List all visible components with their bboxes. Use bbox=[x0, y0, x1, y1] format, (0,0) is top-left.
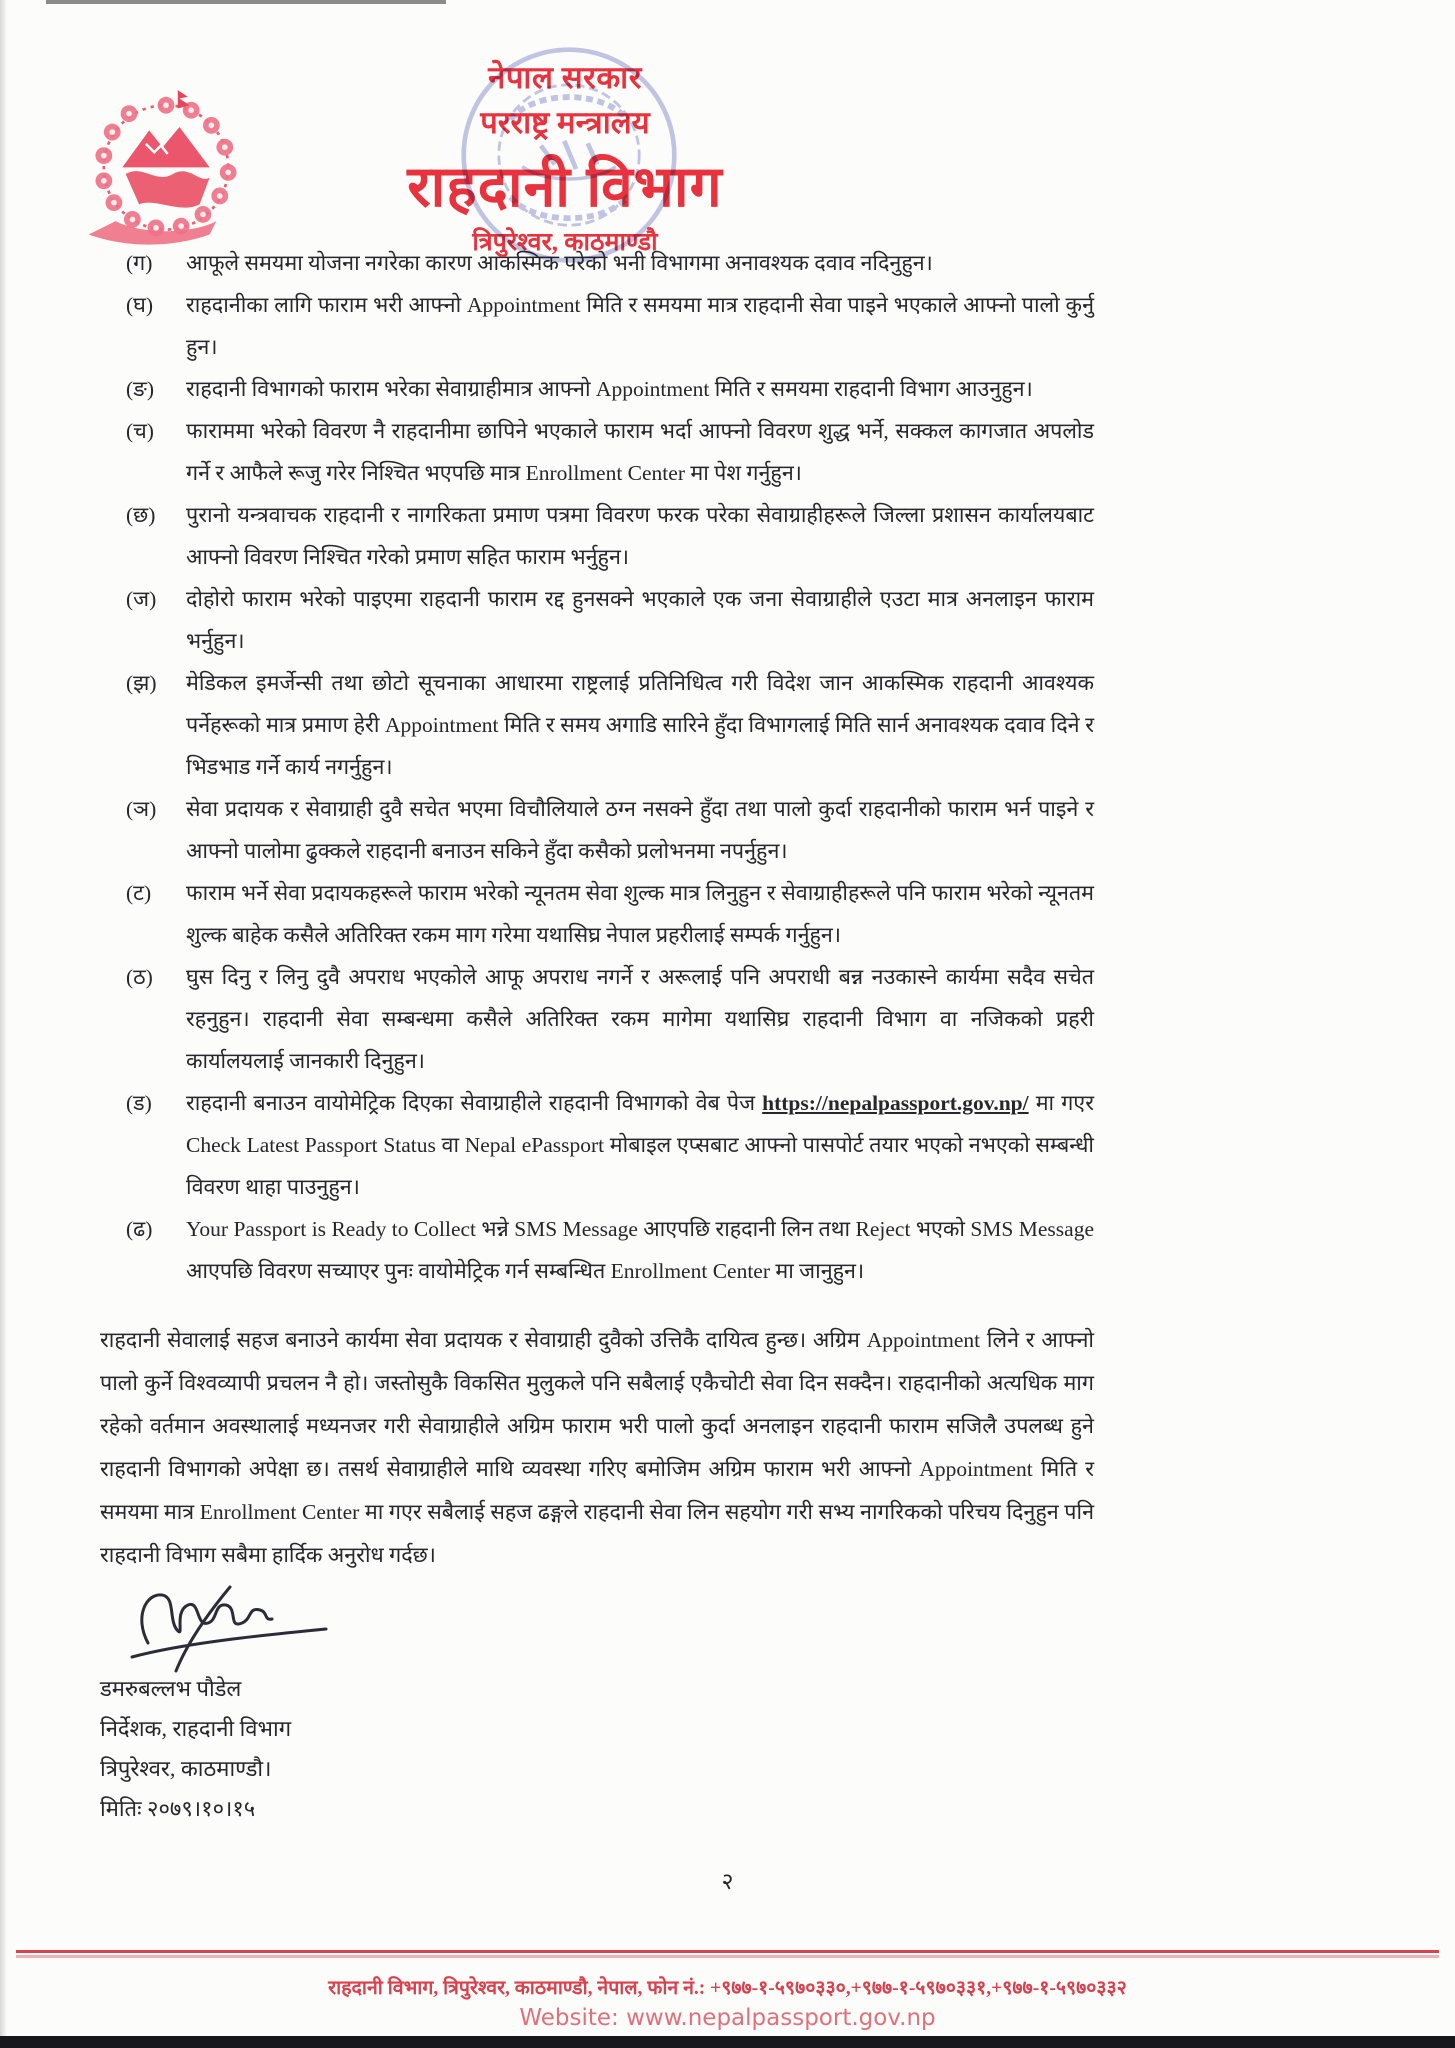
scan-artifact-top bbox=[46, 0, 446, 4]
list-item bbox=[100, 662, 1094, 788]
instruction-list bbox=[100, 242, 1094, 1292]
list-item-text: राहदानीका लागि फाराम भरी आफ्नो Appointment मिति र समयमा मात्र राहदानी सेवा पाइने भएकाले आफ्नो पालो कुर्नु हुन। bbox=[186, 293, 1094, 359]
list-item-label: (झ) bbox=[126, 671, 157, 695]
list-item-label: (ग) bbox=[126, 251, 153, 275]
closing-paragraph: राहदानी सेवालाई सहज बनाउने कार्यमा सेवा प्रदायक र सेवाग्राही दुवैको उत्तिकै दायित्व हुन्छ। अग्रिम Appointment लिने र आफ्नो पालो कुर्ने विश्वव्यापी प्रचलन नै हो। जस्तोसुकै विकसित मुलुकले पनि सबैलाई एकैचोटी सेवा दिन सक्दैन। राहदानीको अत्यधिक माग रहेको वर्तमान अवस्थालाई मध्यनजर गरी सेवाग्राहीले अग्रिम फाराम भरी पालो कुर्दा अनलाइन राहदानी फाराम सजिलै उपलब्ध हुने राहदानी विभागको अपेक्षा छ। तसर्थ सेवाग्राहीले माथि व्यवस्था गरिए बमोजिम अग्रिम फाराम भरी आफ्नो Appointment मिति र समयमा मात्र Enrollment Center मा गएर सबैलाई सहज ढङ्गले राहदानी सेवा लिन सहयोग गरी सभ्य नागरिकको परिचय दिनुहुन पनि राहदानी विभाग सबैमा हार्दिक अनुरोध गर्दछ। bbox=[100, 1328, 1094, 1567]
list-item bbox=[100, 956, 1094, 1082]
signature-block bbox=[100, 1669, 1094, 1829]
handwritten-signature bbox=[114, 1583, 364, 1675]
list-item-label: (ट) bbox=[126, 881, 152, 905]
list-item-text: राहदानी बनाउन वायोमेट्रिक दिएका सेवाग्राहीले राहदानी विभागको वेब पेज https://nepalpassport.gov.np/ मा गएर Check Latest Passport Status वा Nepal ePassport मोबाइल एप्सबाट आफ्नो पासपोर्ट तयार भएको नभएको सम्बन्धी विवरण थाहा पाउनुहुन। bbox=[186, 1091, 1094, 1199]
list-item-label: (च) bbox=[126, 419, 154, 443]
list-item-text: फाराम भर्ने सेवा प्रदायकहरूले फाराम भरेको न्यूनतम सेवा शुल्क मात्र लिनुहुन र सेवाग्राहीहरूले पनि फाराम भरेको न्यूनतम शुल्क बाहेक कसैले अतिरिक्त रकम माग गरेमा यथासिघ्र नेपाल प्रहरीलाई सम्पर्क गर्नुहुन। bbox=[186, 881, 1094, 947]
list-item bbox=[100, 1208, 1094, 1292]
header-address: त्रिपुरेश्वर, काठमाण्डौ bbox=[472, 229, 658, 256]
header-ministry: परराष्ट्र मन्त्रालय bbox=[480, 105, 650, 140]
list-item-text: आफूले समयमा योजना नगरेका कारण आकस्मिक परेको भनी विभागमा अनावश्यक दवाव नदिनुहुन। bbox=[186, 251, 933, 275]
list-item-text: घुस दिनु र लिनु दुवै अपराध भएकोले आफू अपराध नगर्ने र अरूलाई पनि अपराधी बन्न नउकास्ने कार्यमा सदैव सचेत रहनुहुन। राहदानी सेवा सम्बन्धमा कसैले अतिरिक्त रकम मागेमा यथासिघ्र राहदानी विभाग वा नजिकको प्रहरी कार्यालयलाई जानकारी दिनुहुन। bbox=[186, 965, 1094, 1073]
signatory-title: निर्देशक, राहदानी विभाग bbox=[100, 1716, 292, 1741]
list-item-text: राहदानी विभागको फाराम भरेका सेवाग्राहीमात्र आफ्नो Appointment मिति र समयमा राहदानी विभाग आउनुहुन। bbox=[186, 377, 1033, 401]
list-item-label: (घ) bbox=[126, 293, 154, 317]
letterhead bbox=[285, 56, 845, 258]
footer bbox=[0, 1950, 1455, 2031]
document-body bbox=[100, 242, 1094, 1829]
scan-edge-shadow bbox=[0, 0, 7, 2048]
list-item-text: फाराममा भरेको विवरण नै राहदानीमा छापिने भएकाले फाराम भर्दा आफ्नो विवरण शुद्ध भर्ने, सक्कल कागजात अपलोड गर्ने र आफैले रूजु गरेर निश्चित भएपछि मात्र Enrollment Center मा पेश गर्नुहुन। bbox=[186, 419, 1094, 485]
list-item-text: Your Passport is Ready to Collect भन्ने SMS Message आएपछि राहदानी लिन तथा Reject भएको SMS Message आएपछि विवरण सच्याएर पुनः वायोमेट्रिक गर्न सम्बन्धित Enrollment Center मा जानुहुन। bbox=[186, 1217, 1094, 1283]
list-item bbox=[100, 788, 1094, 872]
signature-area bbox=[100, 1583, 1094, 1829]
list-item-text: दोहोरो फाराम भरेको पाइएमा राहदानी फाराम रद्द हुनसक्ने भएकाले एक जना सेवाग्राहीले एउटा मात्र अनलाइन फाराम भर्नुहुन। bbox=[186, 587, 1094, 653]
list-item bbox=[100, 1082, 1094, 1208]
list-item bbox=[100, 410, 1094, 494]
page-number: २ bbox=[721, 1869, 734, 1894]
list-item-label: (ज) bbox=[126, 587, 157, 611]
header-government: नेपाल सरकार bbox=[488, 60, 642, 95]
list-item-text: मेडिकल इमर्जेन्सी तथा छोटो सूचनाका आधारमा राष्ट्रलाई प्रतिनिधित्व गरी विदेश जान आकस्मिक राहदानी आवश्यक पर्नेहरूको मात्र प्रमाण हेरी Appointment मिति र समय अगाडि सारिने हुँदा विभागलाई मिति सार्न अनावश्यक दवाव दिने र भिडभाड गर्ने कार्य नगर्नुहुन। bbox=[186, 671, 1094, 779]
passport-status-link[interactable]: https://nepalpassport.gov.np/ bbox=[762, 1091, 1029, 1115]
footer-website[interactable]: Website: www.nepalpassport.gov.np bbox=[519, 2005, 936, 2031]
signatory-address: त्रिपुरेश्वर, काठमाण्डौ। bbox=[100, 1756, 272, 1781]
signatory-name: डमरुबल्लभ पौडेल bbox=[100, 1676, 242, 1701]
list-item-label: (छ) bbox=[126, 503, 156, 527]
list-item-text: सेवा प्रदायक र सेवाग्राही दुवै सचेत भएमा विचौलियाले ठग्न नसक्ने हुँदा तथा पालो कुर्दा राहदानीको फाराम भर्न पाइने र आफ्नो पालोमा ढुक्कले राहदानी बनाउन सकिने हुँदा कसैको प्रलोभनमा नपर्नुहुन। bbox=[186, 797, 1094, 863]
list-item bbox=[100, 872, 1094, 956]
nepal-government-emblem bbox=[82, 80, 250, 248]
list-item bbox=[100, 494, 1094, 578]
list-item-text: पुरानो यन्त्रवाचक राहदानी र नागरिकता प्रमाण पत्रमा विवरण फरक परेका सेवाग्राहीहरूले जिल्ला प्रशासन कार्यालयबाट आफ्नो विवरण निश्चित गरेको प्रमाण सहित फाराम भर्नुहुन। bbox=[186, 503, 1094, 569]
list-item bbox=[100, 368, 1094, 410]
list-item-label: (ड) bbox=[126, 1091, 152, 1115]
list-item-label: (ढ) bbox=[126, 1217, 153, 1241]
list-item bbox=[100, 578, 1094, 662]
list-item bbox=[100, 284, 1094, 368]
footer-contact-line: राहदानी विभाग, त्रिपुरेश्वर, काठमाण्डौ, नेपाल, फोन नं.: +९७७-१-५९७०३३०,+९७७-१-५९७०३३१,+९७७-१-५९७०३३२ bbox=[328, 1978, 1127, 1999]
header-department-title: राहदानी विभाग bbox=[407, 156, 723, 219]
list-item-label: (ञ) bbox=[126, 797, 157, 821]
scan-bottom-bar bbox=[0, 2036, 1455, 2048]
letter-date: मितिः २०७९।१०।१५ bbox=[100, 1796, 256, 1821]
footer-divider bbox=[16, 1950, 1439, 1953]
list-item-label: (ङ) bbox=[126, 377, 155, 401]
list-item-label: (ठ) bbox=[126, 965, 153, 989]
